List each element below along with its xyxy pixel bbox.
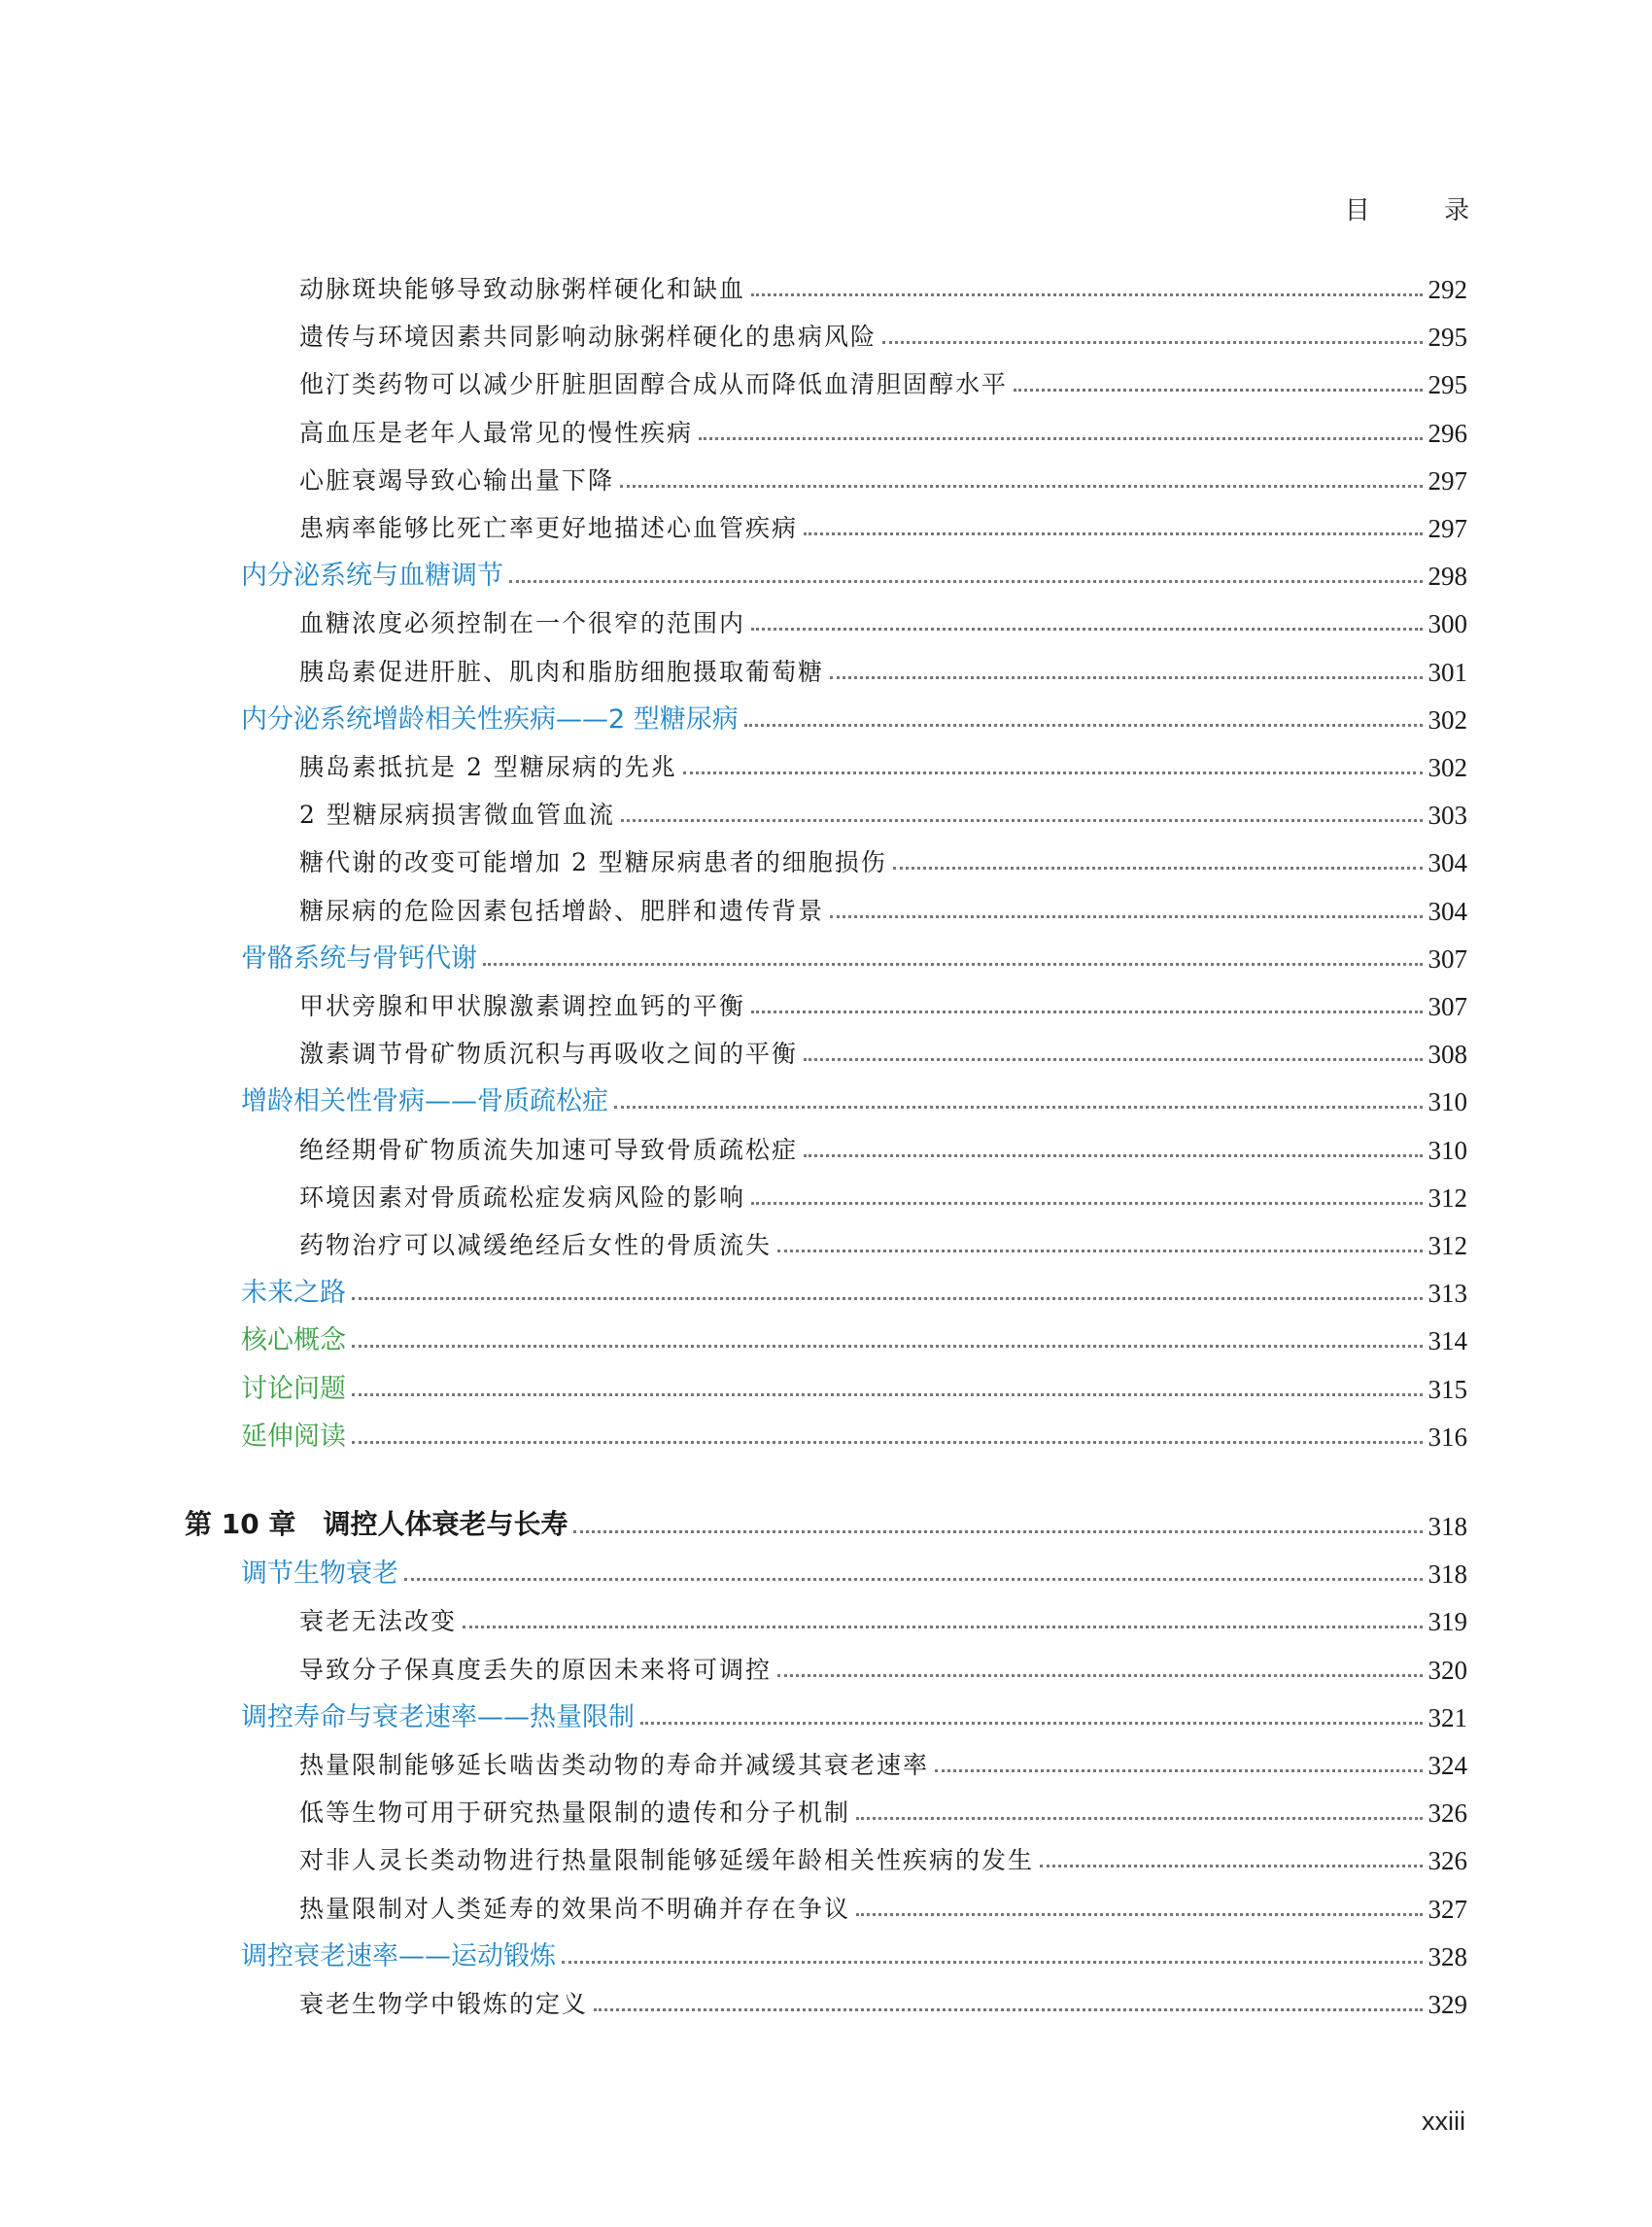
toc-entry-page: 295 — [1428, 370, 1467, 399]
toc-entry-page: 320 — [1428, 1656, 1467, 1685]
toc-entry-title: 激素调节骨矿物质沉积与再吸收之间的平衡 — [299, 1040, 799, 1068]
dot-leader — [621, 819, 1423, 822]
toc-entry-title: 2 型糖尿病损害微血管血流 — [299, 801, 615, 829]
dot-leader — [751, 1011, 1422, 1013]
dot-leader — [744, 724, 1423, 727]
dot-leader — [352, 1345, 1423, 1348]
dot-leader — [751, 628, 1422, 631]
toc-entry-page: 315 — [1428, 1375, 1467, 1404]
toc-subsection-entry[interactable] — [299, 454, 1467, 497]
toc-entry-page: 316 — [1428, 1422, 1467, 1452]
dot-leader — [830, 676, 1422, 679]
toc-subsection-entry[interactable] — [299, 1594, 1467, 1637]
dot-leader — [856, 1817, 1422, 1820]
toc-subsection-entry[interactable] — [299, 884, 1467, 927]
toc-entry-title: 动脉斑块能够导致动脉粥样硬化和缺血 — [299, 275, 746, 303]
toc-subsection-entry[interactable] — [299, 1218, 1467, 1261]
toc-section-entry[interactable] — [241, 1547, 1467, 1590]
dot-leader — [751, 293, 1422, 296]
toc-subsection-entry[interactable] — [299, 740, 1467, 783]
toc-entry-title: 患病率能够比死亡率更好地描述心血管疾病 — [299, 514, 799, 542]
toc-subsection-entry[interactable] — [299, 597, 1467, 639]
toc-entry-page: 328 — [1428, 1942, 1467, 1971]
dot-leader — [777, 1250, 1422, 1252]
toc-subsection-entry[interactable] — [299, 1833, 1467, 1876]
toc-entry-page: 319 — [1428, 1607, 1467, 1636]
toc-entry-title: 调控寿命与衰老速率——热量限制 — [241, 1702, 635, 1732]
toc-entry-title: 绝经期骨矿物质流失加速可导致骨质疏松症 — [299, 1136, 799, 1164]
dot-leader — [1040, 1865, 1422, 1867]
toc-entry-title: 第 10 章 调控人体衰老与长寿 — [185, 1508, 568, 1540]
dot-leader — [751, 1202, 1422, 1205]
toc-subsection-entry[interactable] — [299, 1643, 1467, 1686]
toc-entry-title: 内分泌系统增龄相关性疾病——2 型糖尿病 — [241, 704, 739, 735]
toc-entry-title: 糖代谢的改变可能增加 2 型糖尿病患者的细胞损伤 — [299, 848, 887, 876]
toc-entry-title: 热量限制对人类延寿的效果尚不明确并存在争议 — [299, 1895, 851, 1923]
toc-section-entry[interactable] — [241, 932, 1467, 975]
toc-section-entry[interactable] — [241, 1410, 1467, 1453]
toc-subsection-entry[interactable] — [299, 358, 1467, 400]
toc-section-entry[interactable] — [241, 1362, 1467, 1405]
toc-entry-page: 307 — [1428, 944, 1467, 974]
toc-entry-title: 胰岛素抵抗是 2 型糖尿病的先兆 — [299, 753, 677, 781]
toc-entry-page: 310 — [1428, 1087, 1467, 1116]
toc-entry-page: 329 — [1428, 1990, 1467, 2019]
toc-entry-title: 他汀类药物可以减少肝脏胆固醇合成从而降低血清胆固醇水平 — [299, 370, 1009, 398]
dot-leader — [804, 532, 1422, 535]
dot-leader — [893, 867, 1423, 870]
toc-section-entry[interactable] — [241, 549, 1467, 592]
dot-leader — [683, 771, 1423, 774]
dot-leader — [777, 1674, 1422, 1677]
toc-entry-page: 301 — [1428, 658, 1467, 687]
dot-leader — [509, 580, 1423, 583]
toc-entry-title: 讨论问题 — [241, 1374, 346, 1404]
toc-entry-title: 低等生物可用于研究热量限制的遗传和分子机制 — [299, 1799, 851, 1827]
dot-leader — [562, 1961, 1423, 1964]
toc-entry-page: 310 — [1428, 1136, 1467, 1165]
toc-section-entry[interactable] — [241, 1930, 1467, 1972]
toc-entry-title: 衰老生物学中锻炼的定义 — [299, 1990, 589, 2018]
toc-section-entry[interactable] — [241, 1075, 1467, 1117]
page-number: xxiii — [1422, 2107, 1465, 2136]
toc-entry-page: 295 — [1428, 323, 1467, 352]
dot-leader — [483, 963, 1423, 966]
toc-entry-page: 308 — [1428, 1040, 1467, 1069]
dot-leader — [804, 1154, 1422, 1157]
dot-leader — [594, 2008, 1422, 2011]
toc-entry-title: 导致分子保真度丢失的原因未来将可调控 — [299, 1656, 773, 1684]
toc-subsection-entry[interactable] — [299, 979, 1467, 1022]
toc-subsection-entry[interactable] — [299, 1027, 1467, 1070]
toc-entry-title: 血糖浓度必须控制在一个很窄的范围内 — [299, 609, 746, 637]
toc-entry-page: 312 — [1428, 1231, 1467, 1260]
dot-leader — [404, 1578, 1423, 1581]
toc-subsection-entry[interactable] — [299, 1882, 1467, 1925]
dot-leader — [352, 1441, 1423, 1444]
running-head: 目 录 — [1344, 196, 1502, 225]
dot-leader — [640, 1722, 1423, 1725]
toc-entry-page: 304 — [1428, 848, 1467, 877]
toc-entry-page: 324 — [1428, 1751, 1467, 1780]
toc-entry-title: 延伸阅读 — [241, 1422, 346, 1452]
toc-subsection-entry[interactable] — [299, 310, 1467, 353]
dot-leader — [699, 437, 1422, 440]
toc-entry-page: 304 — [1428, 897, 1467, 926]
toc-entry-page: 300 — [1428, 609, 1467, 638]
toc-entry-page: 307 — [1428, 992, 1467, 1021]
toc-entry-page: 312 — [1428, 1183, 1467, 1213]
toc-entry-title: 核心概念 — [241, 1325, 346, 1355]
toc-entry-page: 314 — [1428, 1326, 1467, 1355]
toc-entry-title: 调控衰老速率——运动锻炼 — [241, 1941, 556, 1971]
toc-entry-title: 高血压是老年人最常见的慢性疾病 — [299, 419, 694, 447]
toc-entry-title: 环境因素对骨质疏松症发病风险的影响 — [299, 1183, 746, 1212]
toc-entry-page: 327 — [1428, 1895, 1467, 1924]
dot-leader — [352, 1393, 1423, 1396]
toc-entry-page: 298 — [1428, 562, 1467, 591]
toc-entry-page: 321 — [1428, 1703, 1467, 1732]
dot-leader — [620, 485, 1422, 488]
toc-subsection-entry[interactable] — [299, 1786, 1467, 1829]
toc-entry-page: 318 — [1428, 1559, 1467, 1589]
toc-subsection-entry[interactable] — [299, 406, 1467, 449]
dot-leader — [804, 1058, 1422, 1061]
toc-entry-page: 326 — [1428, 1846, 1467, 1875]
toc-entry-title: 心脏衰竭导致心输出量下降 — [299, 466, 615, 495]
dot-leader — [1014, 389, 1422, 392]
toc-entry-page: 318 — [1428, 1512, 1467, 1541]
toc-entry-page: 313 — [1428, 1279, 1467, 1308]
toc-subsection-entry[interactable] — [299, 836, 1467, 878]
toc-entry-page: 296 — [1428, 419, 1467, 448]
toc-entry-page: 297 — [1428, 466, 1467, 496]
toc-subsection-entry[interactable] — [299, 1171, 1467, 1214]
toc-entry-title: 增龄相关性骨病——骨质疏松症 — [241, 1086, 608, 1116]
toc-entry-page: 303 — [1428, 801, 1467, 830]
toc-entry-title: 遗传与环境因素共同影响动脉粥样硬化的患病风险 — [299, 323, 878, 351]
toc-entry-page: 326 — [1428, 1799, 1467, 1828]
toc-chapter-entry[interactable] — [185, 1499, 1467, 1542]
toc-subsection-entry[interactable] — [299, 1977, 1467, 2020]
toc-subsection-entry[interactable] — [299, 1738, 1467, 1781]
toc-entry-page: 297 — [1428, 514, 1467, 543]
toc-entry-page: 302 — [1428, 753, 1467, 782]
toc-entry-title: 骨骼系统与骨钙代谢 — [241, 943, 477, 974]
dot-leader — [935, 1769, 1422, 1772]
dot-leader — [614, 1106, 1423, 1109]
toc-entry-title: 热量限制能够延长啮齿类动物的寿命并减缓其衰老速率 — [299, 1751, 930, 1779]
toc-section-entry[interactable] — [241, 693, 1467, 736]
toc-section-entry[interactable] — [241, 1314, 1467, 1356]
toc-entry-page: 302 — [1428, 705, 1467, 735]
dot-leader — [856, 1913, 1422, 1916]
toc-entry-title: 对非人灵长类动物进行热量限制能够延缓年龄相关性疾病的发生 — [299, 1846, 1035, 1874]
dot-leader — [352, 1297, 1423, 1300]
toc-subsection-entry[interactable] — [299, 262, 1467, 305]
toc-subsection-entry[interactable] — [299, 1123, 1467, 1166]
toc-subsection-entry[interactable] — [299, 645, 1467, 688]
dot-leader — [463, 1626, 1422, 1628]
toc-entry-title: 甲状旁腺和甲状腺激素调控血钙的平衡 — [299, 992, 746, 1020]
dot-leader — [830, 915, 1422, 918]
toc-entry-title: 内分泌系统与血糖调节 — [241, 561, 503, 591]
toc-section-entry[interactable] — [241, 1266, 1467, 1309]
toc-entry-page: 292 — [1428, 275, 1467, 304]
toc-section-entry[interactable] — [241, 1691, 1467, 1733]
toc-entry-title: 糖尿病的危险因素包括增龄、肥胖和遗传背景 — [299, 897, 825, 925]
toc-entry-title: 衰老无法改变 — [299, 1607, 458, 1635]
dot-leader — [882, 341, 1422, 344]
toc-entry-title: 药物治疗可以减缓绝经后女性的骨质流失 — [299, 1231, 773, 1259]
dot-leader — [573, 1530, 1422, 1533]
toc-entry-title: 胰岛素促进肝脏、肌肉和脂肪细胞摄取葡萄糖 — [299, 658, 825, 686]
toc-entry-title: 未来之路 — [241, 1278, 346, 1308]
toc-subsection-entry[interactable] — [299, 788, 1467, 831]
toc-entry-title: 调节生物衰老 — [241, 1559, 398, 1589]
toc-subsection-entry[interactable] — [299, 501, 1467, 544]
